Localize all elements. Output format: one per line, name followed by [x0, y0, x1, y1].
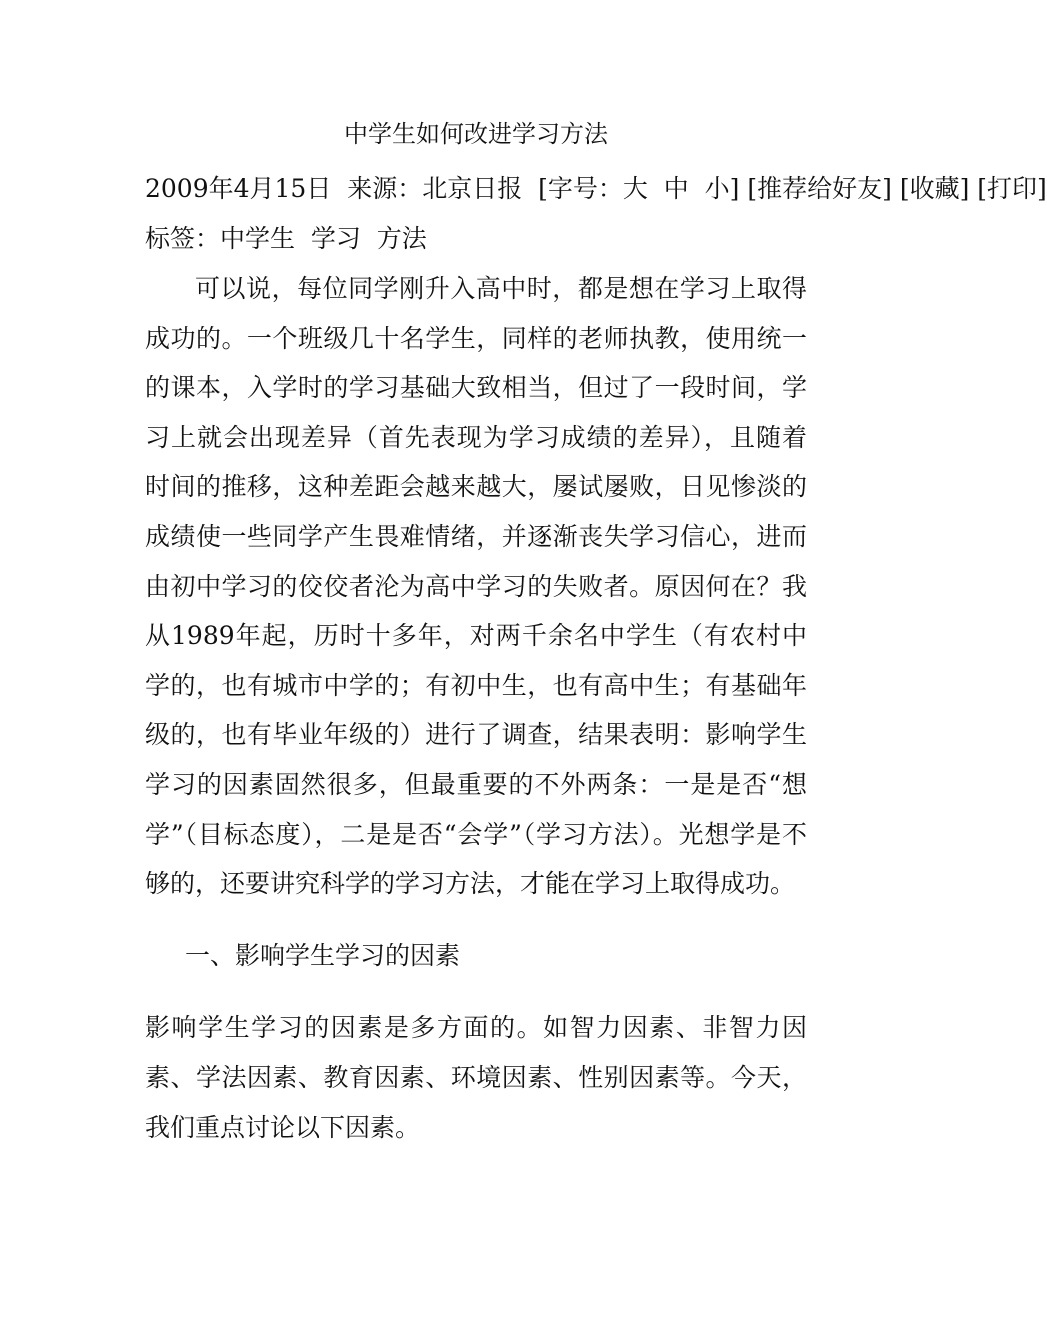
- intro-paragraph: 可以说，每位同学刚升入高中时，都是想在学习上取得成功的。一个班级几十名学生，同样的老师执教，使用统一的课本，入学时的学习基础大致相当，但过了一段时间，学习上就会出现差异（首先表现为学习成绩的差异），且随着时间的推移，这种差距会越来越大，屡试屡败，日见惨淡的成绩使一些同学产生畏难情绪，并逐渐丧失学习信心，进而由初中学习的佼佼者沦为高中学习的失败者。原因何在？我从1989年起，历时十多年，对两千余名中学生（有农村中学的，也有城市中学的；有初中生，也有高中生；有基础年级的，也有毕业年级的）进行了调查，结果表明：影响学生学习的因素固然很多，但最重要的不外两条：一是是否“想学”（目标态度），二是是否“会学”（学习方法）。光想学是不够的，还要讲究科学的学习方法，才能在学习上取得成功。: [145, 274, 807, 899]
- article-meta-line: [145, 164, 1047, 214]
- article-meta-text: 2009年4月15日 来源：北京日报 [字号：大 中 小] [推荐给好友] [收藏] [打印]: [145, 174, 1047, 203]
- document-page: [145, 110, 1047, 1153]
- article-tags-text: 标签：中学生 学习 方法: [145, 224, 427, 253]
- article-tags-line: [145, 214, 807, 264]
- section-paragraph: 影响学生学习的因素是多方面的。如智力因素、非智力因素、学法因素、教育因素、环境因素、性别因素等。今天，我们重点讨论以下因素。: [145, 1012, 807, 1142]
- document-title: 中学生如何改进学习方法: [344, 120, 608, 148]
- section-heading: 一、影响学生学习的因素: [185, 940, 461, 970]
